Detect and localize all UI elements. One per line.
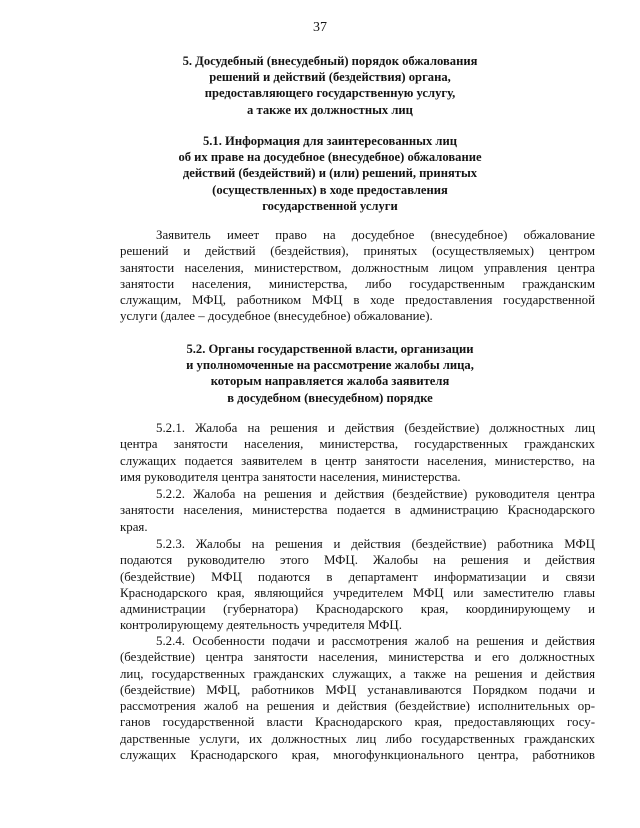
heading-line: об их праве на досудебное (внесудебное) обжалование [178,150,482,165]
heading-line: которым направляется жалоба заявителя [210,374,450,389]
heading-line: 5.2. Органы государственной власти, организации [186,342,474,356]
text-line: (бездействие) центра занятости населения, министерства и его должностных [120,650,595,665]
heading-line: действий (бездействий) и (или) решений, принятых [182,166,478,181]
text-line: (бездействие) МФЦ, работников МФЦ устанавливаются Порядком подачи и [120,682,595,697]
heading-line: 5.1. Информация для заинтересованных лиц [202,134,457,148]
heading-line: 5. Досудебный (внесудебный) порядок обжалования [182,54,478,68]
text-line: рассмотрения жалоб на решения и действия (бездействие) исполнительных ор- [120,699,595,714]
text-line: занятости населения, министерства подается в администрацию Краснодарского [120,503,595,518]
section-5-1-paragraph [120,227,595,325]
text-line: занятости населения, министерства, либо государственным гражданским [120,276,595,291]
text-line: решений и действий (бездействия), принятых (осуществляемых) центром [120,244,595,259]
text-line: имя руководителя центра занятости населения, министерства. [120,469,461,484]
text-line: (бездействие) МФЦ подаются в департамент информатизации и связи [120,569,595,584]
text-line: служащим, МФЦ, работником МФЦ в ходе предоставления государственной [120,293,595,308]
heading-line: (осуществленных) в ходе предоставления [212,182,448,197]
text-line: Краснодарского края, являющийся учредителем МФЦ или заместителю главы [120,585,595,600]
text-line: дарственные услуги, их должностных лиц либо государственных гражданских [120,731,595,746]
heading-line: в досудебном (внесудебном) порядке [227,390,433,405]
heading-line: и уполномоченные на рассмотрение жалобы лица, [186,358,474,373]
paragraph-5-2-4 [120,633,595,763]
text-line: центра занятости населения, министерства, государственных гражданских [120,437,595,452]
text-line: служащих подается заявителем в центр занятости населения, министерство, на [120,453,595,468]
text-line: занятости населения, министерством, должностным лицом управления центра [120,260,595,275]
text-line: 5.2.4. Особенности подачи и рассмотрения жалоб на решения и действия [156,634,595,648]
text-line: Заявитель имеет право на досудебное (внесудебное) обжалование [156,228,595,242]
text-line: ганов государственной власти Краснодарского края, предоставляющих госу- [120,715,595,730]
paragraph-5-2-3 [120,536,595,634]
text-line: услуги (далее – досудебное (внесудебное) обжалование). [120,309,433,324]
text-line: служащих Краснодарского края, многофункционального центра, работников [120,748,595,763]
page-number: 37 [313,20,327,35]
heading-line: а также их должностных лиц [247,102,413,117]
text-line: лиц, государственных гражданских служащих, а также на решения и действия [120,666,595,681]
heading-line: предоставляющего государственную услугу, [204,86,456,101]
paragraph-5-2-1 [120,420,595,485]
section-5-heading [120,53,540,118]
paragraph-5-2-2 [120,486,595,535]
text-line: контролирующему деятельность учредителя МФЦ. [120,618,402,633]
text-line: подаются руководителю этого МФЦ. Жалобы на решения и действия [120,553,595,568]
text-line: 5.2.3. Жалобы на решения и действия (бездействие) работника МФЦ [156,537,595,551]
section-5-2-heading [120,341,540,406]
text-line: администрации (губернатора) Краснодарского края, координирующему и [120,602,595,617]
section-5-1-heading [120,133,540,214]
text-line: 5.2.1. Жалоба на решения и действия (бездействие) должностных лиц [156,421,595,435]
text-line: 5.2.2. Жалоба на решения и действия (бездействие) руководителя центра [156,487,595,501]
text-line: края. [120,519,148,534]
heading-line: решений и действий (бездействия) органа, [209,70,451,85]
heading-line: государственной услуги [262,198,398,213]
